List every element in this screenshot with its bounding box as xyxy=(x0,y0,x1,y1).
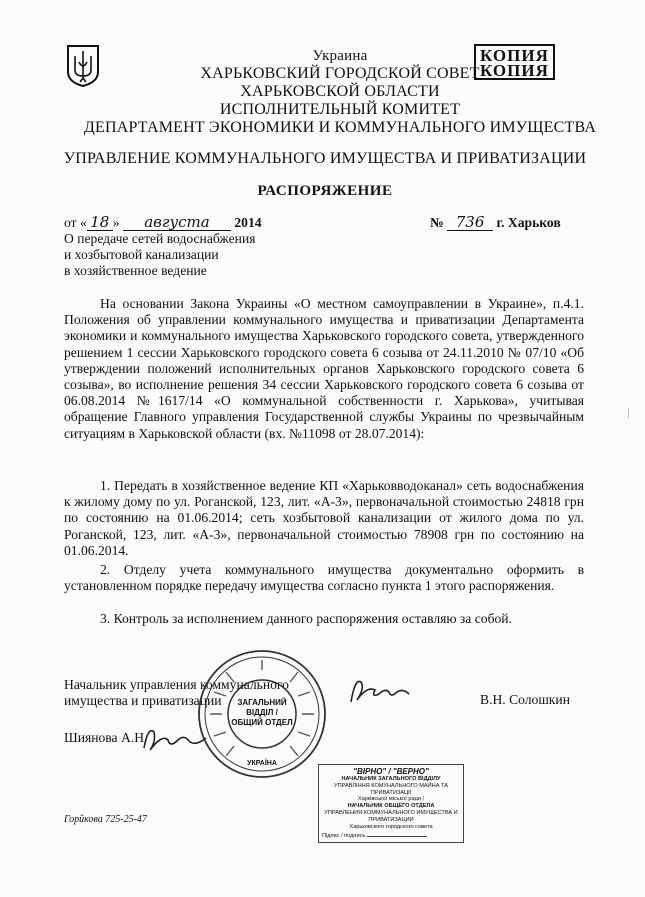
header-country: Украина xyxy=(312,48,368,64)
preamble-paragraph: На основании Закона Украины «О местном самоуправлении в Украине», п.4.1. Положения об управлении коммунального имущества и приватизации Департамента экономики и коммунального имущества Харьковского городского совета, утвержденного решением 1 сессии Харьковского городского совета 6 созыва от 24.11.2010 № 07/10 «Об утверждении положений исполнительных органов Харьковского городского совета 6 созыва», во исполнение решения 34 сессии Харьковского городского совета 6 созыва от 06.08.2014 №1617/14 «О коммунальной собственности г. Харькова», учитывая обращение Главного управления Государственной службы Украины по чрезвычайным ситуациям в Харьковской области (вх. №11098 от 28.07.2014): xyxy=(64,296,584,441)
certified-copy-stamp xyxy=(318,764,464,843)
date-month: августа xyxy=(123,214,231,231)
verno-line-4: НАЧАЛЬНИК ОБЩЕГО ОТДЕЛА xyxy=(347,803,435,810)
doc-city: г. Харьков xyxy=(496,215,561,230)
seal-line-1: ЗАГАЛЬНИЙ xyxy=(237,698,287,707)
round-seal xyxy=(196,648,328,780)
margin-mark xyxy=(628,408,629,418)
seal-center-text xyxy=(230,698,294,728)
position-line-1: Начальник управления коммунального xyxy=(64,677,289,692)
subject-line-1: О передаче сетей водоснабжения xyxy=(64,231,256,246)
verno-title: "ВІРНО" / "ВЕРНО" xyxy=(353,767,429,776)
document-header xyxy=(60,47,620,137)
signatory-name: В.Н. Солошкин xyxy=(480,692,570,707)
date-prefix: от « xyxy=(64,215,87,230)
doc-number: 736 xyxy=(447,214,493,231)
seal-country: УКРАЇНА xyxy=(247,760,277,767)
header-council: ХАРЬКОВСКИЙ ГОРОДСКОЙ СОВЕТ xyxy=(200,65,480,82)
document-type: РАСПОРЯЖЕНИЕ xyxy=(257,183,393,199)
item-2: 2. Отделу учета коммунального имущества документально оформить в установленном порядке передачу имущества согласно пункта 1 этого распоряжения. xyxy=(64,562,584,594)
number-line xyxy=(430,214,561,231)
subject-line-2: и хозбытовой канализации xyxy=(64,247,219,263)
header-department: ДЕПАРТАМЕНТ ЭКОНОМИКИ И КОММУНАЛЬНОГО ИМУЩЕСТВА xyxy=(83,119,597,136)
executor-name: Шиянова А.Н. xyxy=(64,730,148,745)
verno-line-2: УПРАВЛІННЯ КОМУНАЛЬНОГО МАЙНА ТА ПРИВАТИЗАЦІЇ xyxy=(334,782,448,796)
seal-line-3: ОБЩИЙ ОТДЕЛ xyxy=(231,718,293,727)
copy-stamp-line-1: КОПИЯ xyxy=(480,46,549,65)
number-prefix: № xyxy=(430,215,444,230)
date-year: 2014 xyxy=(234,215,262,230)
subject xyxy=(64,231,255,280)
copy-stamp-line-2: КОПИЯ xyxy=(480,61,549,80)
seal-line-2: ВІДДІЛ / xyxy=(246,708,278,717)
director-signature-icon xyxy=(345,672,415,712)
position-line-2: имущества и приватизации xyxy=(64,693,222,709)
footer-contact: Горйкова 725-25-47 xyxy=(64,814,147,825)
date-mid: » xyxy=(112,215,120,230)
date-line xyxy=(64,214,262,231)
item-3: 3. Контроль за исполнением данного распоряжения оставляю за собой. xyxy=(100,611,512,626)
verno-line-1: НАЧАЛЬНИК ЗАГАЛЬНОГО ВІДДІЛУ xyxy=(341,776,441,782)
subject-line-3: в хозяйственное ведение xyxy=(64,263,207,279)
date-day: 18 xyxy=(87,214,113,231)
header-region: ХАРЬКОВСКОЙ ОБЛАСТИ xyxy=(240,83,440,100)
header-committee: ИСПОЛНИТЕЛЬНЫЙ КОМИТЕТ xyxy=(219,101,461,118)
verno-line-6: Харьковского городского совета xyxy=(349,823,433,830)
verno-sign-label: Підпис / подпись xyxy=(322,833,366,840)
verno-line-5: УПРАВЛЕНИЯ КОММУНАЛЬНОГО ИМУЩЕСТВА И ПРИВАТИЗАЦИИ xyxy=(324,809,458,823)
verno-sign xyxy=(322,833,460,840)
header-division: УПРАВЛЕНИЕ КОММУНАЛЬНОГО ИМУЩЕСТВА И ПРИВАТИЗАЦИИ xyxy=(63,150,587,167)
item-1: 1. Передать в хозяйственное ведение КП «Харьковводоканал» сеть водоснабжения к жилому дому по ул. Роганской, 123, лит. «А-3», первоначальной стоимостью 24818 грн по состоянию на 01.06.2014; сеть хозбытовой канализации от жилого дома по ул. Роганской, 123, лит. «А-3», первоначальной стоимостью 78908 грн по состоянию на 01.06.2014. xyxy=(64,478,584,558)
verno-line-3: Харківської міської ради / xyxy=(357,796,425,803)
